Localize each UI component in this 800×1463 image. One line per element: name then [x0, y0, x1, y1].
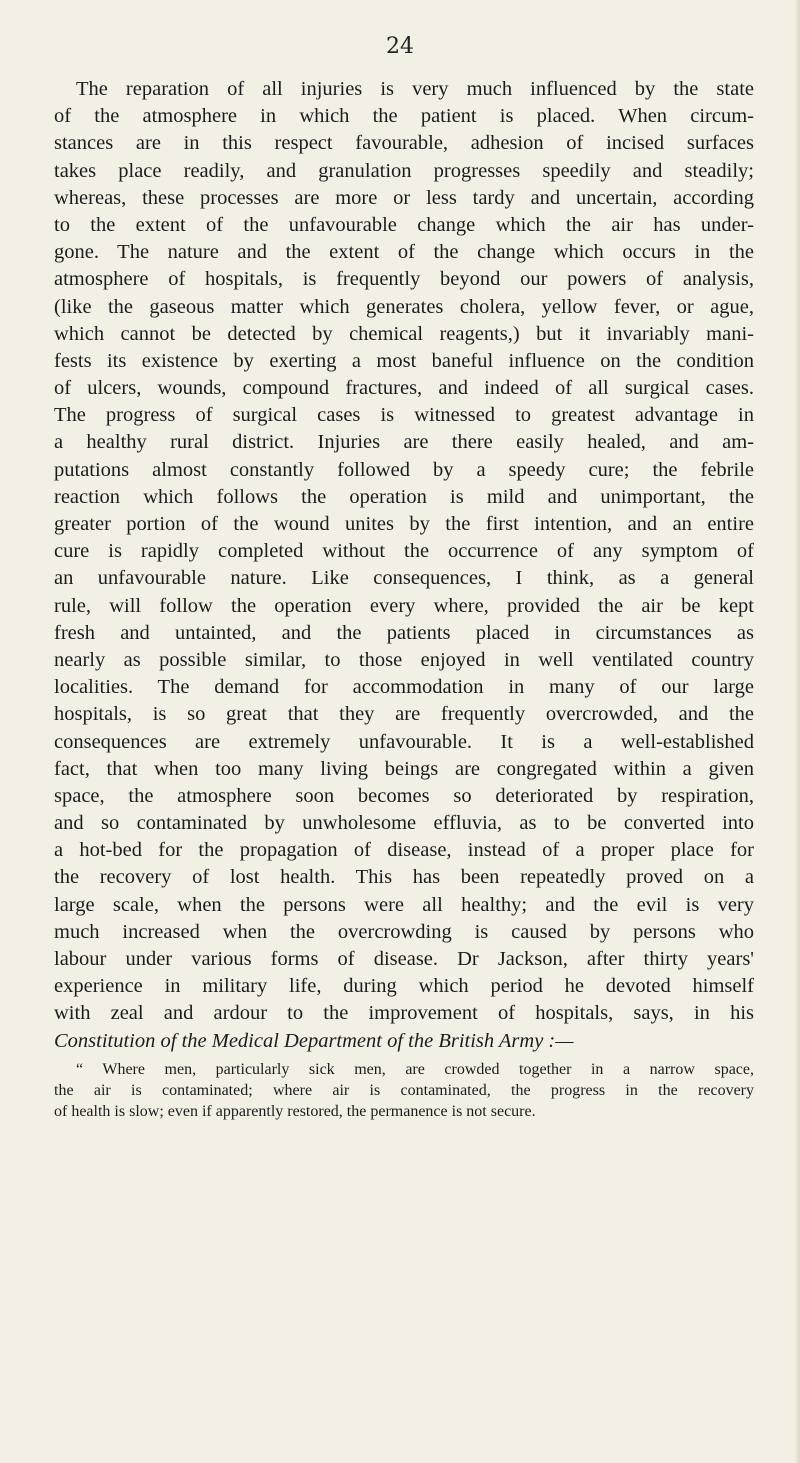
text-line: labour under various forms of disease. Dr Jackson, after thirty years'	[54, 948, 754, 970]
quote-line: the air is contaminated; where air is contaminated, the progress in the recovery	[54, 1081, 754, 1099]
text-line: consequences are extremely unfavourable. It is a well-established	[54, 730, 754, 753]
text-line: whereas, these processes are more or less tardy and uncertain, according	[54, 186, 754, 209]
text-line: gone. The nature and the extent of the change which occurs in the	[54, 241, 754, 264]
text-line: the recovery of lost health. This has been repeatedly proved on a	[54, 866, 754, 889]
text-line: large scale, when the persons were all healthy; and the evil is very	[54, 893, 754, 916]
text-line: nearly as possible similar, to those enjoyed in well ventilated country	[54, 648, 754, 671]
text-line: hospitals, is so great that they are frequently overcrowded, and the	[54, 703, 754, 726]
page-number: 24	[386, 34, 414, 59]
text-line: The progress of surgical cases is witnessed to greatest advantage in	[54, 404, 754, 427]
text-line: an unfavourable nature. Like consequences, I think, as a general	[54, 567, 754, 590]
text-line: much increased when the overcrowding is caused by persons who	[54, 920, 754, 943]
text-line: to the extent of the unfavourable change which the air has under-	[54, 213, 754, 236]
text-line: takes place readily, and granulation progresses speedily and steadily;	[54, 159, 754, 182]
text-line: reaction which follows the operation is mild and unimportant, the	[54, 485, 754, 508]
quote-line: of health is slow; even if apparently restored, the permanence is not secure.	[54, 1102, 536, 1120]
text-line: (like the gaseous matter which generates cholera, yellow fever, or ague,	[54, 295, 754, 318]
text-line: experience in military life, during which period he devoted himself	[54, 975, 754, 998]
text-line: fact, that when too many living beings are congregated within a given	[54, 757, 754, 780]
text-line: fests its existence by exerting a most baneful influence on the condition	[54, 349, 754, 372]
body-text	[54, 76, 754, 1122]
citation-line	[54, 1028, 754, 1055]
text-line: a hot-bed for the propagation of disease, instead of a proper place for	[54, 839, 754, 862]
text-line: cure is rapidly completed without the occurrence of any symptom of	[54, 540, 754, 563]
text-line: of the atmosphere in which the patient is placed. When circum-	[54, 105, 754, 128]
text-line: localities. The demand for accommodation in many of our large	[54, 676, 754, 699]
text-line: of ulcers, wounds, compound fractures, and indeed of all surgical cases.	[54, 377, 754, 400]
text-line: with zeal and ardour to the improvement of hospitals, says, in his	[54, 1002, 754, 1025]
book-title-citation: Constitution of the Medical Department of the British Army :—	[54, 1029, 574, 1052]
text-line: The reparation of all injuries is very much influenced by the state	[76, 78, 754, 100]
text-line: atmosphere of hospitals, is frequently beyond our powers of analysis,	[54, 268, 754, 291]
text-line: a healthy rural district. Injuries are there easily healed, and am-	[54, 431, 754, 454]
text-line: rule, will follow the operation every where, provided the air be kept	[54, 594, 754, 617]
text-line: putations almost constantly followed by a speedy cure; the febrile	[54, 458, 754, 481]
text-line: stances are in this respect favourable, adhesion of incised surfaces	[54, 132, 754, 155]
page-edge-shadow	[794, 0, 800, 1463]
text-line: which cannot be detected by chemical reagents,) but it invariably mani-	[54, 322, 754, 345]
text-line: space, the atmosphere soon becomes so deteriorated by respiration,	[54, 784, 754, 807]
quote-line: “ Where men, particularly sick men, are crowded together in a narrow space,	[76, 1060, 754, 1078]
text-line: and so contaminated by unwholesome effluvia, as to be converted into	[54, 812, 754, 835]
text-line: fresh and untainted, and the patients placed in circumstances as	[54, 621, 754, 644]
text-line: greater portion of the wound unites by the first intention, and an entire	[54, 513, 754, 535]
